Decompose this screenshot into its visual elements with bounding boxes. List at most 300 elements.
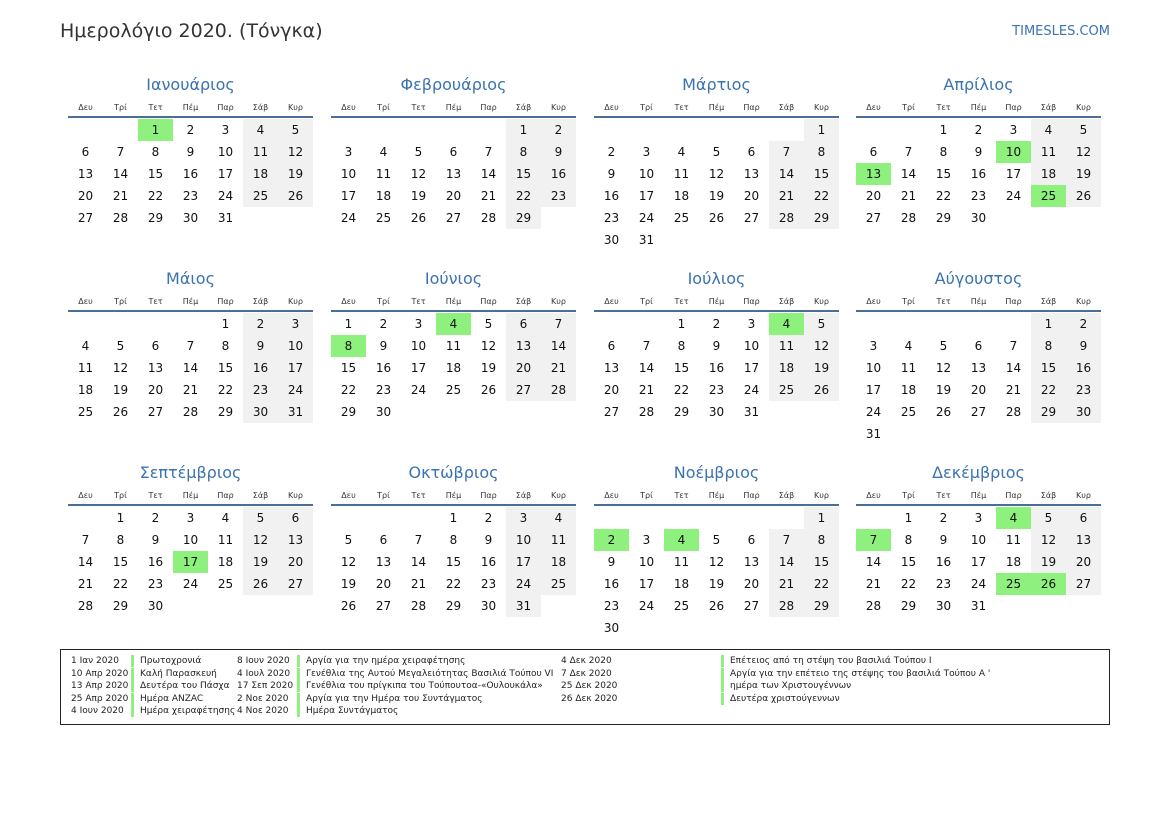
day-cell: 11 xyxy=(769,335,804,357)
day-cell: 3 xyxy=(278,313,313,335)
day-cell: 24 xyxy=(217,189,234,203)
day-cell: 11 xyxy=(77,361,94,375)
day-cell: 12 xyxy=(112,361,129,375)
day-cell: 17 xyxy=(278,357,313,379)
day-cell: 16 xyxy=(603,189,620,203)
day-cell: 24 xyxy=(638,599,655,613)
day-cell: 18 xyxy=(1005,555,1022,569)
weekday-label: Τετ xyxy=(148,297,163,306)
empty-cell xyxy=(331,119,366,141)
empty-cell xyxy=(926,313,961,335)
empty-cell xyxy=(996,423,1031,445)
day-cell: 6 xyxy=(81,145,90,159)
weekday-label: Κυρ xyxy=(814,297,829,306)
day-cell: 17 xyxy=(865,383,882,397)
legend-date: 25 Δεκ 2020 xyxy=(561,681,618,692)
day-cell: 28 xyxy=(112,211,129,225)
weekday-label: Κυρ xyxy=(551,491,566,500)
day-cell: 23 xyxy=(147,577,164,591)
day-cell: 6 xyxy=(506,313,541,335)
day-cell: 25 xyxy=(445,383,462,397)
day-cell: 2 xyxy=(484,511,493,525)
day-cell: 23 xyxy=(182,189,199,203)
empty-cell xyxy=(331,507,366,529)
holiday-legend xyxy=(60,649,1110,725)
day-cell: 31 xyxy=(743,405,760,419)
day-cell: 13 xyxy=(147,361,164,375)
day-cell: 17 xyxy=(970,555,987,569)
week-row xyxy=(331,207,576,229)
day-cell: 5 xyxy=(712,533,721,547)
month-block xyxy=(856,462,1101,617)
day-cell: 26 xyxy=(243,573,278,595)
week-row xyxy=(68,119,313,141)
day-cell: 12 xyxy=(410,167,427,181)
day-cell: 20 xyxy=(375,577,392,591)
day-cell: 8 xyxy=(116,533,125,547)
legend-date: 25 Απρ 2020 xyxy=(71,693,129,704)
day-cell: 31 xyxy=(638,233,655,247)
day-cell: 28 xyxy=(410,599,427,613)
weekday-label: Τρί xyxy=(640,491,653,500)
day-cell: 22 xyxy=(340,383,357,397)
day-cell: 1 xyxy=(449,511,458,525)
month-block xyxy=(856,74,1101,229)
weekday-label: Δευ xyxy=(78,297,93,306)
day-cell: 20 xyxy=(445,189,462,203)
legend-date: 4 Νοε 2020 xyxy=(237,706,289,717)
week-row xyxy=(856,423,1101,445)
legend-item xyxy=(561,655,932,667)
day-cell: 30 xyxy=(603,621,620,635)
empty-cell xyxy=(699,507,734,529)
day-cell: 22 xyxy=(804,573,839,595)
day-cell: 6 xyxy=(379,533,388,547)
weekday-label: Σάβ xyxy=(778,297,795,306)
day-cell: 3 xyxy=(221,123,230,137)
empty-cell xyxy=(541,401,576,423)
week-row xyxy=(856,185,1101,207)
day-cell: 23 xyxy=(970,189,987,203)
day-cell: 22 xyxy=(147,189,164,203)
weekday-label: Τετ xyxy=(148,103,163,112)
weekday-label: Δευ xyxy=(341,297,356,306)
day-cell: 9 xyxy=(712,339,721,353)
day-cell: 8 xyxy=(677,339,686,353)
week-row xyxy=(68,401,313,423)
day-cell: 12 xyxy=(708,167,725,181)
weekday-label: Πέμ xyxy=(182,297,199,306)
day-cell: 11 xyxy=(1031,141,1066,163)
day-cell: 29 xyxy=(673,405,690,419)
legend-name: ημέρα των Χριστουγέννων xyxy=(721,680,851,692)
day-cell: 29 xyxy=(900,599,917,613)
legend-date: 1 Ιαν 2020 xyxy=(71,656,119,666)
day-cell: 4 xyxy=(677,145,686,159)
legend-name: Ημέρα χειραφέτησης xyxy=(131,705,235,717)
empty-cell xyxy=(138,313,173,335)
weekday-label: Πέμ xyxy=(970,491,987,500)
day-cell: 7 xyxy=(484,145,493,159)
empty-cell xyxy=(996,313,1031,335)
empty-cell xyxy=(996,207,1031,229)
week-row xyxy=(594,357,839,379)
weekday-label: Τετ xyxy=(936,103,951,112)
week-row xyxy=(594,141,839,163)
weekday-header xyxy=(594,100,839,118)
legend-name: Ημέρα Συντάγματος xyxy=(297,705,398,717)
day-cell: 18 xyxy=(673,577,690,591)
day-cell: 10 xyxy=(506,529,541,551)
day-cell: 6 xyxy=(747,533,756,547)
day-cell: 25 xyxy=(673,211,690,225)
day-cell: 14 xyxy=(769,163,804,185)
weekday-label: Παρ xyxy=(743,103,760,112)
day-cell: 13 xyxy=(970,361,987,375)
weekday-header xyxy=(594,488,839,506)
day-cell: 23 xyxy=(708,383,725,397)
day-cell: 12 xyxy=(340,555,357,569)
day-cell: 14 xyxy=(77,555,94,569)
weekday-label: Δευ xyxy=(78,491,93,500)
week-row xyxy=(594,185,839,207)
day-cell: 4 xyxy=(379,145,388,159)
day-cell: 8 xyxy=(331,335,366,357)
legend-item xyxy=(71,655,201,667)
empty-cell xyxy=(506,401,541,423)
month-name: Φεβρουάριος xyxy=(400,75,507,94)
day-cell: 17 xyxy=(1005,167,1022,181)
empty-cell xyxy=(891,119,926,141)
day-cell: 28 xyxy=(769,207,804,229)
empty-cell xyxy=(804,229,839,251)
day-cell: 27 xyxy=(375,599,392,613)
weekday-label: Σάβ xyxy=(252,491,269,500)
empty-cell xyxy=(664,617,699,639)
day-cell: 15 xyxy=(935,167,952,181)
empty-cell xyxy=(278,595,313,617)
empty-cell xyxy=(366,119,401,141)
legend-item xyxy=(237,668,553,680)
day-cell: 26 xyxy=(708,211,725,225)
week-row xyxy=(331,507,576,529)
week-row xyxy=(68,551,313,573)
week-row xyxy=(856,141,1101,163)
day-cell: 31 xyxy=(278,401,313,423)
day-cell: 12 xyxy=(278,141,313,163)
day-cell: 3 xyxy=(414,317,423,331)
day-cell: 8 xyxy=(904,533,913,547)
day-cell: 11 xyxy=(375,167,392,181)
weekday-header xyxy=(331,100,576,118)
day-cell: 22 xyxy=(112,577,129,591)
empty-cell xyxy=(699,229,734,251)
weekday-label: Κυρ xyxy=(551,103,566,112)
weekday-label: Κυρ xyxy=(288,297,303,306)
day-cell: 13 xyxy=(506,335,541,357)
day-cell: 1 xyxy=(904,511,913,525)
week-row xyxy=(594,551,839,573)
day-cell: 17 xyxy=(340,189,357,203)
weekday-label: Παρ xyxy=(480,297,497,306)
day-cell: 10 xyxy=(638,555,655,569)
empty-cell xyxy=(1031,207,1066,229)
empty-cell xyxy=(734,119,769,141)
month-block xyxy=(594,74,839,251)
week-row xyxy=(68,507,313,529)
week-row xyxy=(594,617,839,639)
day-cell: 16 xyxy=(182,167,199,181)
day-cell: 12 xyxy=(1031,529,1066,551)
day-cell: 1 xyxy=(804,507,839,529)
day-cell: 11 xyxy=(900,361,917,375)
weekday-label: Σάβ xyxy=(252,297,269,306)
week-row xyxy=(594,163,839,185)
day-cell: 22 xyxy=(804,185,839,207)
day-cell: 6 xyxy=(151,339,160,353)
day-cell: 15 xyxy=(506,163,541,185)
weekday-label: Τρί xyxy=(114,491,127,500)
day-cell: 7 xyxy=(904,145,913,159)
day-cell: 23 xyxy=(1066,379,1101,401)
day-cell: 19 xyxy=(1066,163,1101,185)
day-cell: 17 xyxy=(506,551,541,573)
empty-cell xyxy=(401,507,436,529)
day-cell: 27 xyxy=(77,211,94,225)
day-cell: 20 xyxy=(77,189,94,203)
day-cell: 30 xyxy=(375,405,392,419)
day-cell: 30 xyxy=(603,233,620,247)
legend-item xyxy=(237,655,465,667)
day-cell: 25 xyxy=(996,573,1031,595)
empty-cell xyxy=(856,507,891,529)
day-cell: 7 xyxy=(769,141,804,163)
empty-cell xyxy=(471,119,506,141)
day-cell: 12 xyxy=(1066,141,1101,163)
month-name: Ιανουάριος xyxy=(146,75,235,94)
day-cell: 11 xyxy=(673,555,690,569)
day-cell: 12 xyxy=(708,555,725,569)
weekday-header xyxy=(68,488,313,506)
day-cell: 6 xyxy=(607,339,616,353)
week-row xyxy=(331,313,576,335)
empty-cell xyxy=(243,207,278,229)
day-cell: 14 xyxy=(638,361,655,375)
empty-cell xyxy=(769,119,804,141)
week-row xyxy=(856,573,1101,595)
day-cell: 14 xyxy=(541,335,576,357)
day-cell: 29 xyxy=(340,405,357,419)
week-row xyxy=(856,335,1101,357)
day-cell: 7 xyxy=(541,313,576,335)
day-cell: 21 xyxy=(638,383,655,397)
week-row xyxy=(594,401,839,423)
week-row xyxy=(594,335,839,357)
day-cell: 25 xyxy=(375,211,392,225)
weekday-header xyxy=(594,294,839,312)
day-cell: 23 xyxy=(480,577,497,591)
day-cell: 8 xyxy=(449,533,458,547)
week-row xyxy=(594,313,839,335)
day-cell: 19 xyxy=(708,577,725,591)
week-row xyxy=(856,507,1101,529)
day-cell: 9 xyxy=(1066,335,1101,357)
day-cell: 1 xyxy=(804,119,839,141)
legend-date: 26 Δεκ 2020 xyxy=(561,693,618,704)
weekday-label: Τετ xyxy=(674,491,689,500)
empty-cell xyxy=(173,595,208,617)
day-cell: 28 xyxy=(769,595,804,617)
day-cell: 20 xyxy=(743,577,760,591)
month-block xyxy=(68,74,313,229)
day-cell: 21 xyxy=(900,189,917,203)
day-cell: 26 xyxy=(804,379,839,401)
day-cell: 13 xyxy=(743,555,760,569)
day-cell: 5 xyxy=(939,339,948,353)
day-cell: 27 xyxy=(743,599,760,613)
day-cell: 5 xyxy=(712,145,721,159)
week-row xyxy=(594,573,839,595)
month-block xyxy=(68,268,313,423)
empty-cell xyxy=(68,119,103,141)
day-cell: 16 xyxy=(375,361,392,375)
week-row xyxy=(856,207,1101,229)
day-cell: 9 xyxy=(379,339,388,353)
day-cell: 7 xyxy=(414,533,423,547)
empty-cell xyxy=(471,401,506,423)
month-name: Μάρτιος xyxy=(682,75,751,94)
week-row xyxy=(68,335,313,357)
month-name: Νοέμβριος xyxy=(673,463,760,482)
empty-cell xyxy=(1031,595,1066,617)
week-row xyxy=(68,573,313,595)
day-cell: 15 xyxy=(147,167,164,181)
day-cell: 5 xyxy=(243,507,278,529)
weekday-label: Πέμ xyxy=(182,103,199,112)
weekday-label: Σάβ xyxy=(515,103,532,112)
day-cell: 22 xyxy=(1031,379,1066,401)
day-cell: 25 xyxy=(77,405,94,419)
day-cell: 18 xyxy=(900,383,917,397)
day-cell: 4 xyxy=(664,529,699,551)
day-cell: 9 xyxy=(607,555,616,569)
day-cell: 3 xyxy=(642,145,651,159)
day-cell: 20 xyxy=(603,383,620,397)
day-cell: 15 xyxy=(217,361,234,375)
day-cell: 2 xyxy=(541,119,576,141)
day-cell: 1 xyxy=(344,317,353,331)
day-cell: 29 xyxy=(506,207,541,229)
weekday-label: Πέμ xyxy=(445,491,462,500)
day-cell: 15 xyxy=(112,555,129,569)
weekday-header xyxy=(856,100,1101,118)
day-cell: 17 xyxy=(638,577,655,591)
day-cell: 11 xyxy=(243,141,278,163)
day-cell: 14 xyxy=(769,551,804,573)
day-cell: 18 xyxy=(243,163,278,185)
day-cell: 17 xyxy=(173,551,208,573)
site-link[interactable]: TIMESLES.COM xyxy=(1012,24,1110,39)
day-cell: 4 xyxy=(996,507,1031,529)
day-cell: 31 xyxy=(865,427,882,441)
weekday-label: Τρί xyxy=(640,297,653,306)
weekday-label: Πέμ xyxy=(708,103,725,112)
day-cell: 21 xyxy=(77,577,94,591)
day-cell: 9 xyxy=(151,533,160,547)
day-cell: 6 xyxy=(449,145,458,159)
empty-cell xyxy=(734,229,769,251)
day-cell: 19 xyxy=(278,163,313,185)
day-cell: 19 xyxy=(804,357,839,379)
empty-cell xyxy=(664,507,699,529)
day-cell: 17 xyxy=(217,167,234,181)
day-cell: 26 xyxy=(1066,185,1101,207)
day-cell: 21 xyxy=(865,577,882,591)
day-cell: 7 xyxy=(81,533,90,547)
weekday-label: Κυρ xyxy=(1076,491,1091,500)
weekday-label: Δευ xyxy=(341,103,356,112)
day-cell: 1 xyxy=(116,511,125,525)
day-cell: 22 xyxy=(900,577,917,591)
weekday-label: Πέμ xyxy=(445,103,462,112)
day-cell: 24 xyxy=(1005,189,1022,203)
day-cell: 18 xyxy=(77,383,94,397)
day-cell: 11 xyxy=(217,533,234,547)
day-cell: 25 xyxy=(900,405,917,419)
day-cell: 10 xyxy=(410,339,427,353)
empty-cell xyxy=(664,119,699,141)
empty-cell xyxy=(891,423,926,445)
day-cell: 17 xyxy=(743,361,760,375)
day-cell: 12 xyxy=(480,339,497,353)
week-row xyxy=(331,185,576,207)
weekday-header xyxy=(68,294,313,312)
empty-cell xyxy=(243,595,278,617)
day-cell: 21 xyxy=(112,189,129,203)
month-name: Μάιος xyxy=(166,269,215,288)
legend-date: 10 Απρ 2020 xyxy=(71,668,129,679)
empty-cell xyxy=(541,595,576,617)
day-cell: 22 xyxy=(445,577,462,591)
weekday-label: Πέμ xyxy=(182,491,199,500)
weekday-label: Παρ xyxy=(217,491,234,500)
day-cell: 20 xyxy=(970,383,987,397)
day-cell: 24 xyxy=(970,577,987,591)
day-cell: 26 xyxy=(935,405,952,419)
day-cell: 12 xyxy=(935,361,952,375)
weekday-label: Δευ xyxy=(866,491,881,500)
day-cell: 30 xyxy=(708,405,725,419)
day-cell: 11 xyxy=(1005,533,1022,547)
legend-name: Γενέθλια της Αυτού Μεγαλειότητας Βασιλιά Τούπου VI xyxy=(297,668,553,680)
empty-cell xyxy=(1066,207,1101,229)
day-cell: 15 xyxy=(900,555,917,569)
day-cell: 27 xyxy=(278,573,313,595)
day-cell: 31 xyxy=(506,595,541,617)
day-cell: 25 xyxy=(1031,185,1066,207)
week-row xyxy=(68,529,313,551)
week-row xyxy=(856,379,1101,401)
day-cell: 9 xyxy=(541,141,576,163)
legend-name: Δευτέρα χριστούγεννων xyxy=(721,693,840,705)
empty-cell xyxy=(594,507,629,529)
day-cell: 2 xyxy=(712,317,721,331)
week-row xyxy=(331,119,576,141)
weekday-label: Τετ xyxy=(936,491,951,500)
empty-cell xyxy=(996,595,1031,617)
weekday-label: Σάβ xyxy=(778,491,795,500)
day-cell: 16 xyxy=(480,555,497,569)
